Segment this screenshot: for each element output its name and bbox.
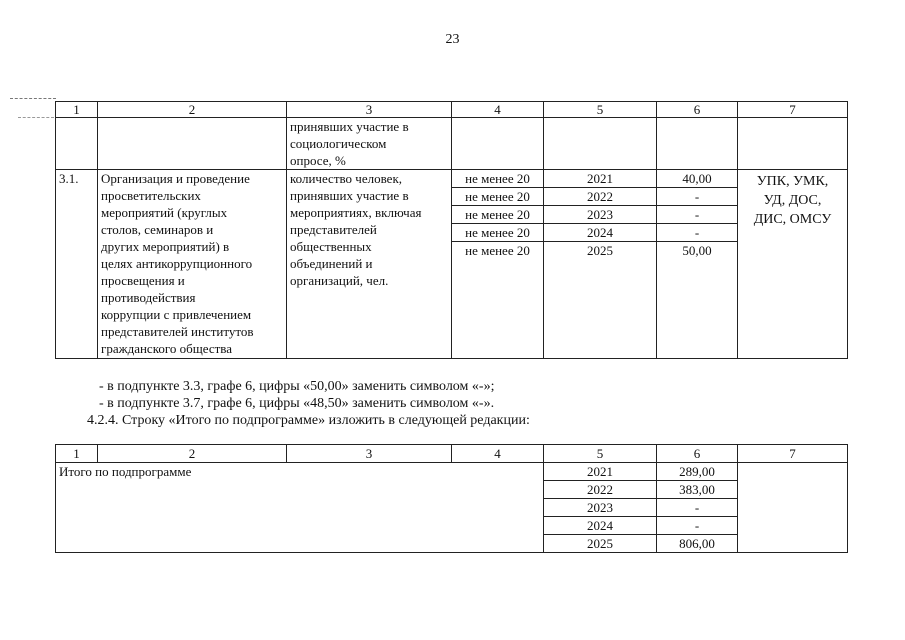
funding-value: - [657,224,737,242]
target-value: не менее 20 [452,224,543,242]
executors: УПК, УМК, УД, ДОС, ДИС, ОМСУ [738,170,848,359]
scan-dash-line [18,117,54,118]
table-row [56,170,848,359]
funding-values [657,170,738,359]
header-cell: 7 [738,445,848,463]
year-value: 2025 [587,243,613,258]
funding-value: - [657,499,738,517]
header-cell: 5 [544,445,657,463]
paragraph: - в подпункте 3.7, графе 6, цифры «48,50» заменить символом «-». [99,396,495,411]
funding-value: - [657,517,738,535]
funding-value: - [657,206,737,224]
funding-value: 50,00 [682,243,712,258]
paragraph: 4.2.4. Строку «Итого по подпрограмме» изложить в следующей редакции: [87,413,530,428]
paragraph: - в подпункте 3.3, графе 6, цифры «50,00» заменить символом «-»; [99,379,495,394]
table-row-continuation [56,118,848,170]
amendment-text [87,378,530,429]
funding-value: - [657,188,737,206]
indicator-name: количество человек, принявших участие в мероприятиях, включая представителей общественных объединений и организаций, чел. [287,170,452,359]
header-cell: 1 [56,102,98,118]
header-cell: 4 [452,102,544,118]
page-number: 23 [445,32,460,47]
table-header-row [56,445,848,463]
table-row [56,463,848,481]
target-value: не менее 20 [452,170,543,188]
funding-value: 40,00 [657,170,737,188]
funding-value: 806,00 [657,535,738,553]
year-value: 2024 [544,517,657,535]
year-value: 2025 [544,535,657,553]
header-cell: 5 [544,102,657,118]
header-cell: 3 [287,445,452,463]
target-values [452,170,544,359]
year-value: 2023 [544,206,656,224]
indicator-continuation: принявших участие в социологическом опросе, % [287,118,452,170]
header-cell: 1 [56,445,98,463]
subprogram-total-table [55,444,848,553]
header-cell: 4 [452,445,544,463]
scan-dash-line [10,98,56,99]
total-label: Итого по подпрограмме [56,463,544,553]
year-value: 2021 [544,463,657,481]
years [544,170,657,359]
header-cell: 2 [98,102,287,118]
header-cell: 7 [738,102,848,118]
year-value: 2022 [544,481,657,499]
activity-name: Организация и проведение просветительских мероприятий (круглых столов, семинаров и других мероприятий) в целях антикоррупционного просвещения и противодействия коррупции с привлечением представителей институтов гражданского общества [98,170,287,359]
header-cell: 2 [98,445,287,463]
target-value: не менее 20 [465,243,530,258]
year-value: 2021 [544,170,656,188]
header-cell: 6 [657,102,738,118]
row-number: 3.1. [56,170,98,359]
table-header-row [56,102,848,118]
funding-value: 383,00 [657,481,738,499]
target-value: не менее 20 [452,188,543,206]
header-cell: 3 [287,102,452,118]
year-value: 2024 [544,224,656,242]
header-cell: 6 [657,445,738,463]
indicators-table [55,101,848,359]
target-value: не менее 20 [452,206,543,224]
year-value: 2022 [544,188,656,206]
year-value: 2023 [544,499,657,517]
funding-value: 289,00 [657,463,738,481]
